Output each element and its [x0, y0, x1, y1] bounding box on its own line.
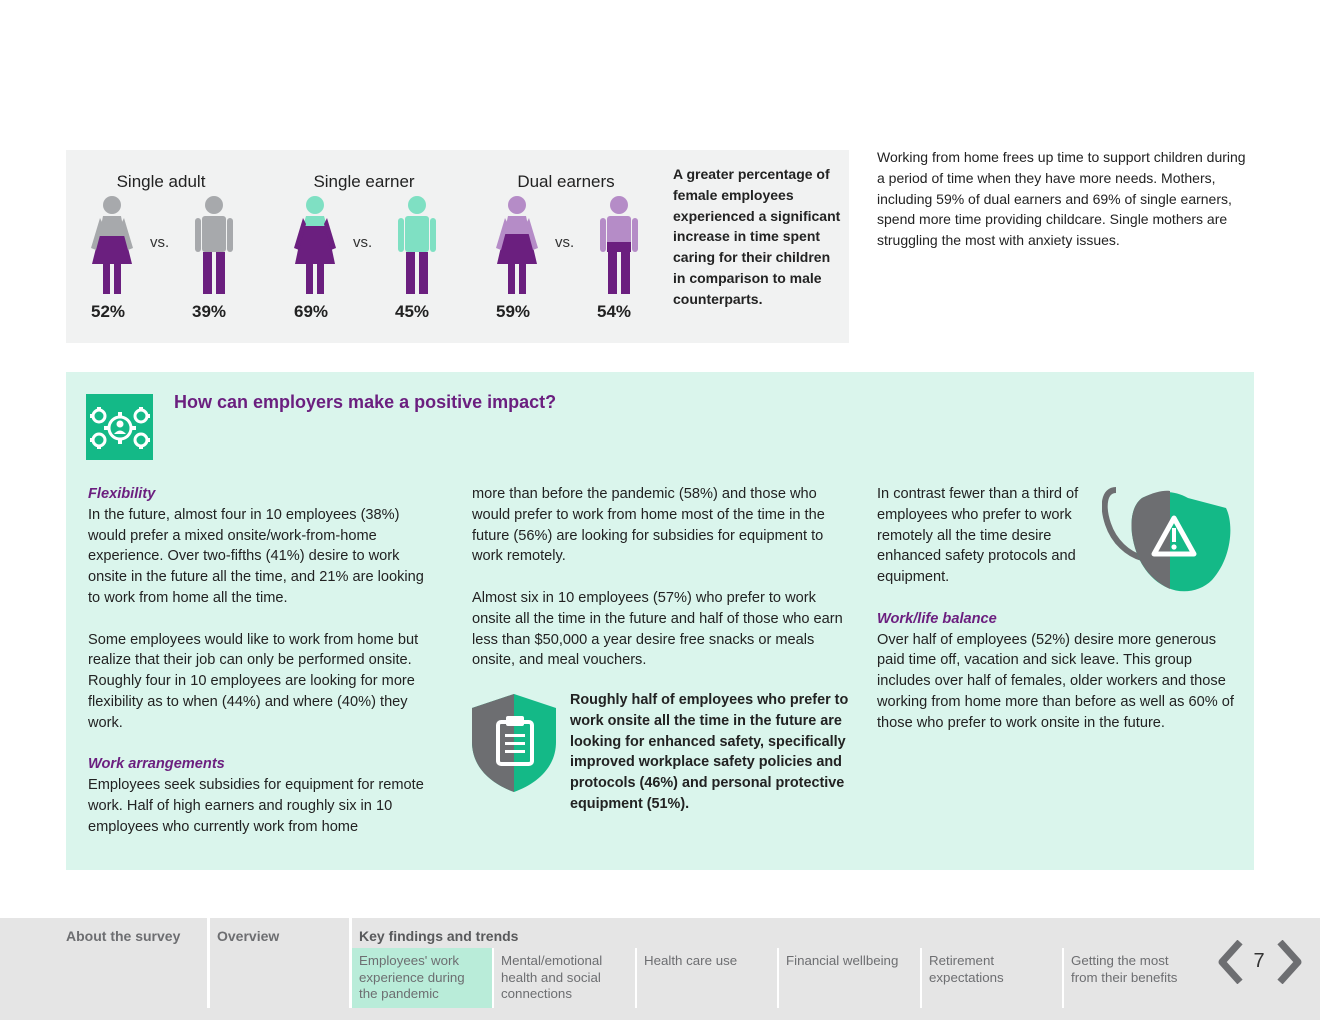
male-figure-icon	[194, 196, 234, 296]
group-single-adult	[66, 150, 256, 343]
work-arrangements-paragraph: Employees seek subsidies for equipment for remote work. Half of high earners and roughly six in 10 employees who currently work from home	[88, 777, 424, 835]
flexibility-paragraph-2: Some employees would like to work from home but realize that their job can only be performed onsite. Roughly four in 10 employees are looking for more flexibility as to when (44%) and where (40%) they work.	[88, 631, 419, 731]
nav-divider	[207, 918, 210, 1008]
female-figure-icon	[88, 196, 136, 296]
vs-label: vs.	[555, 234, 575, 251]
chevron-right-icon[interactable]	[1280, 942, 1298, 982]
work-arrangements-heading: Work arrangements	[88, 756, 225, 773]
group-dual-earners	[471, 150, 661, 343]
footer-navigation	[0, 918, 1320, 1020]
male-percentage: 54%	[597, 302, 632, 321]
male-percentage: 45%	[395, 302, 430, 321]
subnav-benefits[interactable]: Getting the most from their benefits	[1071, 953, 1178, 985]
subnav-financial-wellbeing[interactable]: Financial wellbeing	[786, 953, 899, 968]
chevron-left-icon[interactable]	[1222, 942, 1240, 982]
flexibility-heading: Flexibility	[88, 486, 156, 502]
group-title: Dual earners	[517, 172, 615, 191]
group-single-earner	[269, 150, 459, 343]
remote-safety-paragraph: In contrast fewer than a third of employees who prefer to work remotely all the time desire enhanced safety protocols and equipment.	[877, 486, 1079, 586]
female-figure-icon	[493, 196, 541, 296]
childcare-comparison-panel	[66, 150, 849, 343]
subnav-mental-health[interactable]: Mental/emotional health and social connections	[501, 953, 603, 1002]
subnav-retirement[interactable]: Retirement expectations	[929, 953, 1004, 985]
page-number: 7	[1253, 950, 1265, 972]
nav-overview[interactable]: Overview	[217, 928, 280, 944]
employer-impact-panel	[66, 372, 1254, 870]
column-arrangements-continued	[472, 484, 847, 671]
female-percentage: 52%	[91, 302, 126, 321]
group-title: Single adult	[116, 172, 206, 191]
safety-callout: Roughly half of employees who prefer to work onsite all the time in the future are looking for enhanced safety, specifically improved workplace safety policies and protocols (46%) and personal protective equipment (51%).	[570, 692, 849, 812]
male-figure-icon	[397, 196, 437, 296]
flexibility-paragraph-1: In the future, almost four in 10 employees (38%) would prefer a mixed onsite/work-from-home experience. Over two-fifths (41%) desire to work onsite in the future all the time, and 21% are looking to work from home all the time.	[88, 506, 424, 606]
subnav-health-care-use[interactable]: Health care use	[644, 953, 738, 968]
gears-person-icon	[86, 394, 153, 460]
face-mask-warning-icon	[1102, 484, 1232, 601]
nav-about-the-survey[interactable]: About the survey	[66, 928, 181, 944]
male-percentage: 39%	[192, 302, 227, 321]
female-figure-icon	[291, 196, 339, 296]
shield-clipboard-icon	[470, 692, 558, 799]
column-flexibility	[88, 484, 438, 838]
male-figure-icon	[599, 196, 639, 296]
section-title: How can employers make a positive impact?	[174, 392, 557, 412]
vs-label: vs.	[150, 234, 170, 251]
meals-paragraph: Almost six in 10 employees (57%) who prefer to work onsite all the time in the future and half of those who earn less than $50,000 a year desire free snacks or meals onsite, and meal vouchers.	[472, 589, 843, 669]
vs-label: vs.	[353, 234, 373, 251]
comparison-note: A greater percentage of female employees experienced a significant increase in time spent caring for their children in comparison to male counterparts.	[673, 166, 841, 307]
intro-paragraph: Working from home frees up time to support children during a period of time when they have more needs. Mothers, including 59% of dual earners and 69% of single earners, spend more time providing childcare. Single mothers are struggling the most with anxiety issues.	[877, 149, 1246, 249]
group-title: Single earner	[313, 172, 415, 191]
subsidies-paragraph: more than before the pandemic (58%) and those who would prefer to work from home most of the time in the future (56%) are looking for subsidies for equipment to work remotely.	[472, 486, 825, 565]
female-percentage: 59%	[496, 302, 531, 321]
female-percentage: 69%	[294, 302, 329, 321]
subnav-work-experience[interactable]: Employees' work experience during the pandemic	[352, 948, 492, 1008]
work-life-paragraph: Over half of employees (52%) desire more generous paid time off, vacation and sick leave. This group includes over half of females, older workers and those working from home more than before as well as 60% of those who prefer to work onsite in the future.	[877, 631, 1234, 731]
work-life-heading: Work/life balance	[877, 610, 997, 627]
nav-key-findings[interactable]: Key findings and trends	[359, 928, 519, 944]
